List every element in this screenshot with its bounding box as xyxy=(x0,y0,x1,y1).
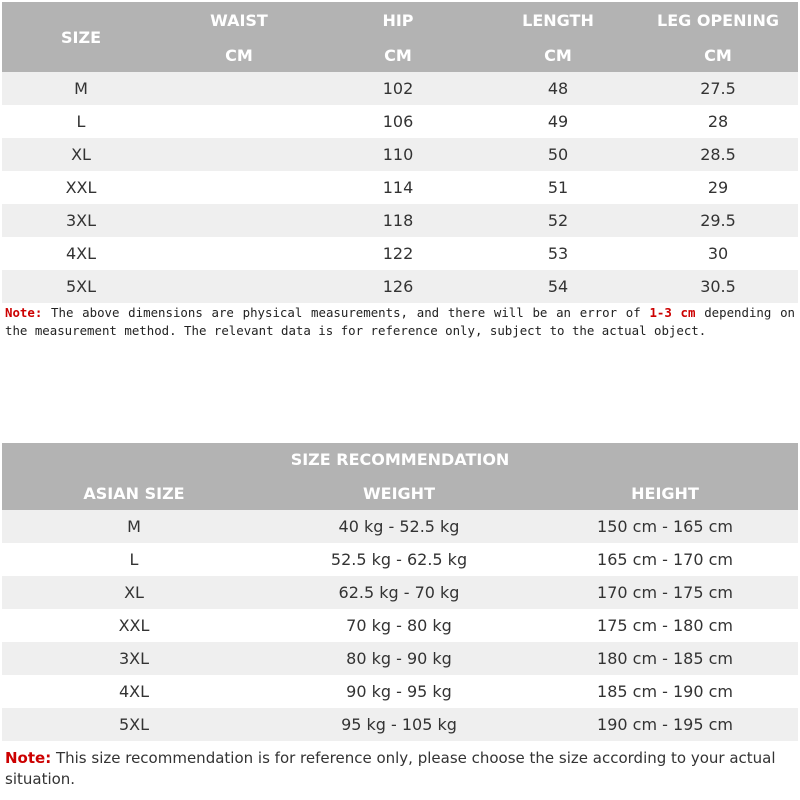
cell-leg-opening: 29.5 xyxy=(700,211,736,230)
header-leg-opening: LEG OPENING xyxy=(657,10,779,30)
cell-hip: 114 xyxy=(382,178,414,197)
cell-length: 51 xyxy=(547,178,569,197)
cell-height: 190 cm - 195 cm xyxy=(597,715,733,734)
cell-size: XXL xyxy=(65,178,97,197)
cell-length: 48 xyxy=(547,79,569,98)
cell-height: 165 cm - 170 cm xyxy=(597,550,733,569)
table-row xyxy=(2,270,798,303)
cell-hip: 122 xyxy=(382,244,414,263)
cell-asian-size: 3XL xyxy=(118,649,150,668)
cell-asian-size: 5XL xyxy=(118,715,150,734)
note-error-range: 1-3 cm xyxy=(649,305,696,320)
note-text-before: The above dimensions are physical measurements, and there will be an error of xyxy=(42,305,650,320)
cell-height: 170 cm - 175 cm xyxy=(597,583,733,602)
cell-weight: 70 kg - 80 kg xyxy=(346,616,452,635)
table-row xyxy=(2,138,798,171)
cell-size: 5XL xyxy=(65,277,97,296)
cell-height: 180 cm - 185 cm xyxy=(597,649,733,668)
cell-size: L xyxy=(76,112,86,131)
cell-hip: 110 xyxy=(382,145,414,164)
header-size: SIZE xyxy=(60,27,101,47)
recommendation-title: SIZE RECOMMENDATION xyxy=(290,450,510,469)
note-label: Note: xyxy=(5,305,43,320)
cell-leg-opening: 27.5 xyxy=(700,79,736,98)
cell-weight: 80 kg - 90 kg xyxy=(346,649,452,668)
size-chart-body xyxy=(2,72,798,303)
cell-hip: 102 xyxy=(382,79,414,98)
header-asian-size: ASIAN SIZE xyxy=(83,483,185,503)
cell-leg-opening: 28 xyxy=(707,112,729,131)
cell-asian-size: XL xyxy=(124,583,144,602)
cell-height: 150 cm - 165 cm xyxy=(597,517,733,536)
cell-weight: 52.5 kg - 62.5 kg xyxy=(330,550,468,569)
recommendation-columns-row xyxy=(2,476,798,510)
table-row xyxy=(2,171,798,204)
table-row xyxy=(2,237,798,270)
table-row xyxy=(2,105,798,138)
table-row xyxy=(2,72,798,105)
cell-asian-size: M xyxy=(127,517,141,536)
cell-length: 50 xyxy=(547,145,569,164)
size-chart-header xyxy=(2,2,798,72)
cell-size: XL xyxy=(71,145,91,164)
recommendation-note xyxy=(5,748,795,790)
cell-weight: 95 kg - 105 kg xyxy=(341,715,457,734)
table-row xyxy=(2,510,798,543)
table-row xyxy=(2,204,798,237)
cell-weight: 40 kg - 52.5 kg xyxy=(338,517,460,536)
cell-hip: 106 xyxy=(382,112,414,131)
recommendation-body xyxy=(2,510,798,741)
note-text-after: depending on the measurement method. The relevant data is for reference only, subject to the actual object. xyxy=(5,305,795,338)
cell-height: 185 cm - 190 cm xyxy=(597,682,733,701)
header-leg-opening-unit: CM xyxy=(704,45,732,65)
header-weight: WEIGHT xyxy=(363,483,435,503)
cell-weight: 62.5 kg - 70 kg xyxy=(338,583,460,602)
table-row xyxy=(2,543,798,576)
header-names-row xyxy=(160,2,798,38)
cell-length: 49 xyxy=(547,112,569,131)
table-row xyxy=(2,642,798,675)
header-hip: HIP xyxy=(382,10,414,30)
header-units-row xyxy=(160,38,798,72)
table-row xyxy=(2,609,798,642)
cell-size: 3XL xyxy=(65,211,97,230)
table-row xyxy=(2,675,798,708)
size-recommendation-table xyxy=(2,443,798,741)
cell-size: M xyxy=(74,79,88,98)
cell-leg-opening: 30.5 xyxy=(700,277,736,296)
cell-asian-size: 4XL xyxy=(118,682,150,701)
cell-length: 54 xyxy=(547,277,569,296)
note-label: Note: xyxy=(5,749,52,767)
cell-hip: 118 xyxy=(382,211,414,230)
cell-leg-opening: 28.5 xyxy=(700,145,736,164)
size-chart-table xyxy=(2,2,798,303)
header-height: HEIGHT xyxy=(631,483,699,503)
header-waist-unit: CM xyxy=(225,45,253,65)
table-row xyxy=(2,708,798,741)
header-waist: WAIST xyxy=(210,10,268,30)
cell-leg-opening: 30 xyxy=(707,244,729,263)
cell-length: 52 xyxy=(547,211,569,230)
cell-weight: 90 kg - 95 kg xyxy=(346,682,452,701)
note-text: This size recommendation is for reference only, please choose the size according to your actual situation. xyxy=(5,749,776,788)
recommendation-header xyxy=(2,443,798,510)
cell-length: 53 xyxy=(547,244,569,263)
cell-hip: 126 xyxy=(382,277,414,296)
cell-leg-opening: 29 xyxy=(707,178,729,197)
cell-asian-size: L xyxy=(129,550,139,569)
cell-asian-size: XXL xyxy=(118,616,150,635)
header-length-unit: CM xyxy=(544,45,572,65)
cell-height: 175 cm - 180 cm xyxy=(597,616,733,635)
header-hip-unit: CM xyxy=(384,45,412,65)
table-row xyxy=(2,576,798,609)
header-length: LENGTH xyxy=(522,10,594,30)
cell-size: 4XL xyxy=(65,244,97,263)
measurement-note xyxy=(5,304,795,340)
